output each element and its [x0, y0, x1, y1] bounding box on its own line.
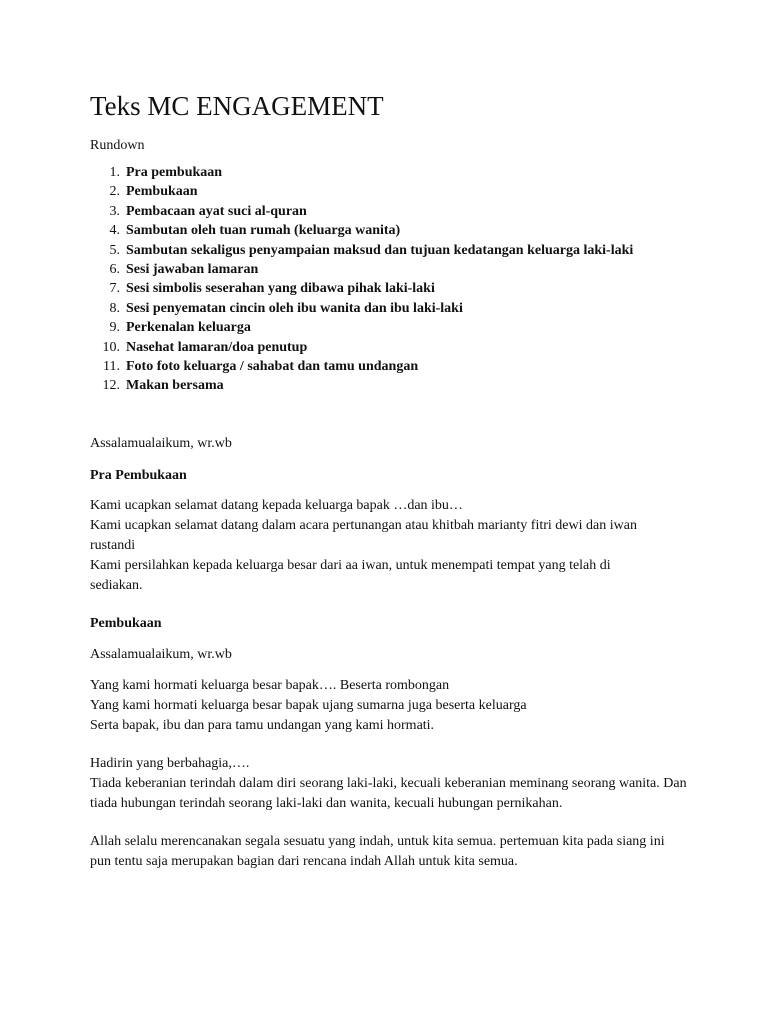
list-item-text: Perkenalan keluarga	[126, 320, 251, 336]
paragraph-line: Yang kami hormati keluarga besar bapak…. Beserta rombongan	[90, 677, 450, 693]
list-item	[90, 241, 710, 260]
paragraph-line: Kami ucapkan selamat datang kepada keluarga bapak …dan ibu…	[90, 497, 463, 513]
list-item-text: Sambutan oleh tuan rumah (keluarga wanita)	[126, 223, 401, 239]
paragraph-line: Serta bapak, ibu dan para tamu undangan yang kami hormati.	[90, 717, 435, 733]
document-title: Teks MC ENGAGEMENT	[90, 91, 384, 121]
list-item-number: 7.	[109, 281, 120, 297]
paragraph-line: Kami ucapkan selamat datang dalam acara pertunangan atau khitbah marianty fitri dewi dan iwan rustandi	[90, 517, 637, 553]
list-item-number: 11.	[103, 359, 120, 375]
list-item	[90, 318, 710, 337]
list-item	[90, 260, 710, 279]
list-item	[90, 202, 710, 221]
list-item-text: Sesi simbolis seserahan yang dibawa pihak laki-laki	[126, 281, 435, 297]
list-item-number: 5.	[109, 242, 120, 258]
paragraph-line: Allah selalu merencanakan segala sesuatu yang indah, untuk kita semua. pertemuan kita pada siang ini pun tentu saja merupakan bagian dari rencana indah Allah untuk kita semua.	[90, 833, 665, 869]
list-item	[90, 279, 710, 298]
list-item-number: 10.	[102, 339, 120, 355]
paragraph-line: Yang kami hormati keluarga besar bapak ujang sumarna juga beserta keluarga	[90, 697, 527, 713]
list-item-text: Sesi jawaban lamaran	[126, 262, 259, 278]
list-item-text: Nasehat lamaran/doa penutup	[126, 339, 308, 355]
list-item-text: Makan bersama	[126, 378, 224, 394]
list-item	[90, 299, 710, 318]
section-body-pra-pembukaan	[90, 496, 710, 596]
list-item-number: 6.	[109, 262, 120, 278]
list-item-text: Pembacaan ayat suci al-quran	[126, 203, 307, 219]
list-item	[90, 182, 710, 201]
rundown-label: Rundown	[90, 138, 145, 154]
list-item-number: 12.	[102, 378, 120, 394]
document-page	[90, 90, 710, 872]
list-item	[90, 338, 710, 357]
list-item-text: Pembukaan	[126, 184, 198, 200]
greeting-text: Assalamualaikum, wr.wb	[90, 435, 232, 451]
list-item-number: 9.	[109, 320, 120, 336]
list-item-text: Foto foto keluarga / sahabat dan tamu undangan	[126, 359, 419, 375]
list-item-text: Sesi penyematan cincin oleh ibu wanita dan ibu laki-laki	[126, 300, 463, 316]
list-item-number: 2.	[109, 184, 120, 200]
section-body-pembukaan	[90, 676, 710, 736]
list-item	[90, 221, 710, 240]
paragraph-line: Hadirin yang berbahagia,….	[90, 755, 250, 771]
rundown-list	[90, 163, 710, 396]
section-heading-pembukaan: Pembukaan	[90, 615, 162, 631]
paragraph-line: Tiada keberanian terindah dalam diri seorang laki-laki, kecuali keberanian meminang seorang wanita. Dan tiada hubungan terindah seorang laki-laki dan wanita, kecuali hubungan pernikahan.	[90, 775, 687, 811]
list-item-number: 3.	[109, 203, 120, 219]
list-item-text: Pra pembukaan	[126, 164, 223, 180]
list-item	[90, 376, 710, 395]
paragraph-line: Kami persilahkan kepada keluarga besar dari aa iwan, untuk menempati tempat yang telah di sediakan.	[90, 557, 611, 593]
section-body-hadirin	[90, 754, 710, 814]
greeting-text: Assalamualaikum, wr.wb	[90, 646, 232, 662]
list-item-number: 4.	[109, 223, 120, 239]
list-item	[90, 163, 710, 182]
list-item-text: Sambutan sekaligus penyampaian maksud dan tujuan kedatangan keluarga laki-laki	[126, 242, 634, 258]
list-item-number: 8.	[109, 300, 120, 316]
list-item	[90, 357, 710, 376]
section-heading-pra-pembukaan: Pra Pembukaan	[90, 467, 187, 483]
list-item-number: 1.	[109, 164, 120, 180]
